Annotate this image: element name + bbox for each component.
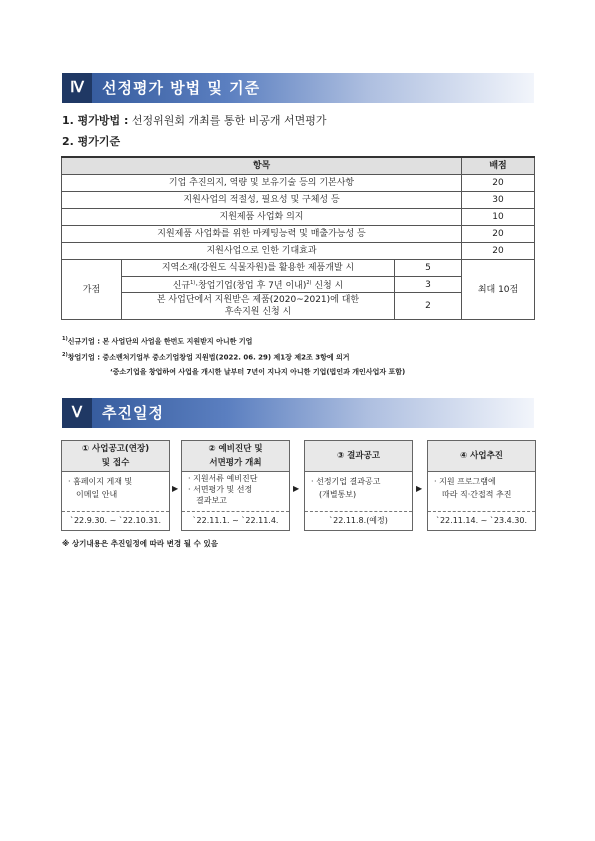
table-row <box>62 226 535 243</box>
step-line: (개별통보) <box>319 490 357 499</box>
step-title-line: ② 예비진단 및 <box>208 444 263 454</box>
bonus-item-line: 후속지원 신청 시 <box>224 307 292 317</box>
schedule-footnote: ※ 상기내용은 추진일정에 따라 변경 될 수 있음 <box>62 539 218 548</box>
bonus-score: 2 <box>395 293 462 320</box>
row-item: 기업 추진의지, 역량 및 보유기술 등의 기본사항 <box>62 175 462 192</box>
bonus-item <box>122 277 395 293</box>
row-item: 지원사업으로 인한 기대효과 <box>62 243 462 260</box>
step-title <box>305 441 412 472</box>
bonus-score: 3 <box>395 277 462 293</box>
table-row <box>62 175 535 192</box>
step-date: `22.11.1. ~ `22.11.4. <box>182 511 289 530</box>
step-title <box>182 441 289 472</box>
step-line: 따라 직·간접적 추진 <box>442 490 512 499</box>
section-title: 선정평가 방법 및 기준 <box>102 79 261 97</box>
footnote-marker: 2) <box>62 352 68 358</box>
bonus-item-text: 신청 시 <box>311 281 344 291</box>
note-2 <box>62 352 350 362</box>
step-title-line: ③ 결과공고 <box>336 451 380 461</box>
step-title <box>428 441 535 472</box>
header-score: 배점 <box>462 157 535 175</box>
step-title <box>62 441 169 472</box>
bonus-item-text: 신규 <box>172 281 191 291</box>
step-body <box>305 472 412 509</box>
step-box-4 <box>427 440 536 531</box>
row-score: 20 <box>462 175 535 192</box>
step-title-line: 서면평가 개최 <box>209 458 262 468</box>
row-score: 10 <box>462 209 535 226</box>
note-text: 창업기업 : 중소벤처기업부 중소기업창업 지원법(2022. 06. 29) 제1장 제2조 3항에 의거 <box>67 353 350 362</box>
step-body <box>182 472 289 509</box>
step-line: 결과보고 <box>196 496 227 505</box>
footnote-marker: 2) <box>306 280 312 286</box>
evaluation-method <box>62 112 327 128</box>
row-item: 지원사업의 적절성, 필요성 및 구체성 등 <box>62 192 462 209</box>
table-row <box>62 209 535 226</box>
row-item: 지원제품 사업화 의지 <box>62 209 462 226</box>
bonus-label: 가점 <box>62 260 122 320</box>
table-header-row <box>62 157 535 175</box>
step-line: · 지원 프로그램에 <box>434 477 496 486</box>
section-header-5 <box>62 398 534 428</box>
arrow-icon: ▶ <box>416 484 423 493</box>
evaluation-method-text: 선정위원회 개최를 통한 비공개 서면평가 <box>128 114 327 127</box>
table-row <box>62 192 535 209</box>
step-line: · 서면평가 및 선정 <box>188 485 253 494</box>
bonus-row <box>62 260 535 277</box>
section-header-4 <box>62 73 534 103</box>
note-2-continued: ‘중소기업을 창업하여 사업을 개시한 날부터 7년이 지나지 아니한 기업(법인과 개인사업자 포함) <box>110 368 406 376</box>
step-body <box>428 472 535 509</box>
step-line: · 선정기업 결과공고 <box>311 477 381 486</box>
step-date: `22.11.14. ~ `23.4.30. <box>428 511 535 530</box>
evaluation-method-label: 1. 평가방법 : <box>62 114 129 127</box>
step-box-3 <box>304 440 413 531</box>
section-number: Ⅳ <box>62 73 92 103</box>
section-title: 추진일정 <box>102 404 164 422</box>
header-item: 항목 <box>62 157 462 175</box>
table-row <box>62 243 535 260</box>
note-1 <box>62 336 252 346</box>
step-box-2 <box>181 440 290 531</box>
evaluation-criteria-label: 2. 평가기준 <box>62 135 121 148</box>
section-number: Ⅴ <box>62 398 92 428</box>
footnote-marker: 1) <box>190 280 196 286</box>
step-box-1 <box>61 440 170 531</box>
note-text: 신규기업 : 본 사업단의 사업을 한번도 지원받지 아니한 기업 <box>67 337 253 346</box>
row-score: 30 <box>462 192 535 209</box>
step-line: · 지원서류 예비진단 <box>188 474 258 483</box>
footnote-marker: 1) <box>62 336 68 342</box>
bonus-item <box>122 293 395 320</box>
bonus-max: 최대 10점 <box>462 260 535 320</box>
step-title-line: ④ 사업추진 <box>459 451 503 461</box>
arrow-icon: ▶ <box>172 484 179 493</box>
bonus-item: 지역소재(강원도 식물자원)를 활용한 제품개발 시 <box>122 260 395 277</box>
row-item: 지원제품 사업화를 위한 마케팅능력 및 매출가능성 등 <box>62 226 462 243</box>
step-date: `22.11.8.(예정) <box>305 511 412 530</box>
step-line: · 홈페이지 게재 및 <box>68 477 133 486</box>
bonus-item-text: ·창업기업(창업 후 7년 이내) <box>195 281 307 291</box>
arrow-icon: ▶ <box>293 484 300 493</box>
step-title-line: ① 사업공고(연장) <box>81 444 150 454</box>
row-score: 20 <box>462 226 535 243</box>
step-line: 이메일 안내 <box>76 490 118 499</box>
bonus-score: 5 <box>395 260 462 277</box>
step-body <box>62 472 169 509</box>
step-title-line: 및 접수 <box>101 458 130 468</box>
bonus-item-line: 본 사업단에서 지원받은 제품(2020~2021)에 대한 <box>156 295 360 305</box>
evaluation-table <box>61 156 535 320</box>
row-score: 20 <box>462 243 535 260</box>
step-date: `22.9.30. ~ `22.10.31. <box>62 511 169 530</box>
evaluation-criteria-heading <box>62 133 120 149</box>
